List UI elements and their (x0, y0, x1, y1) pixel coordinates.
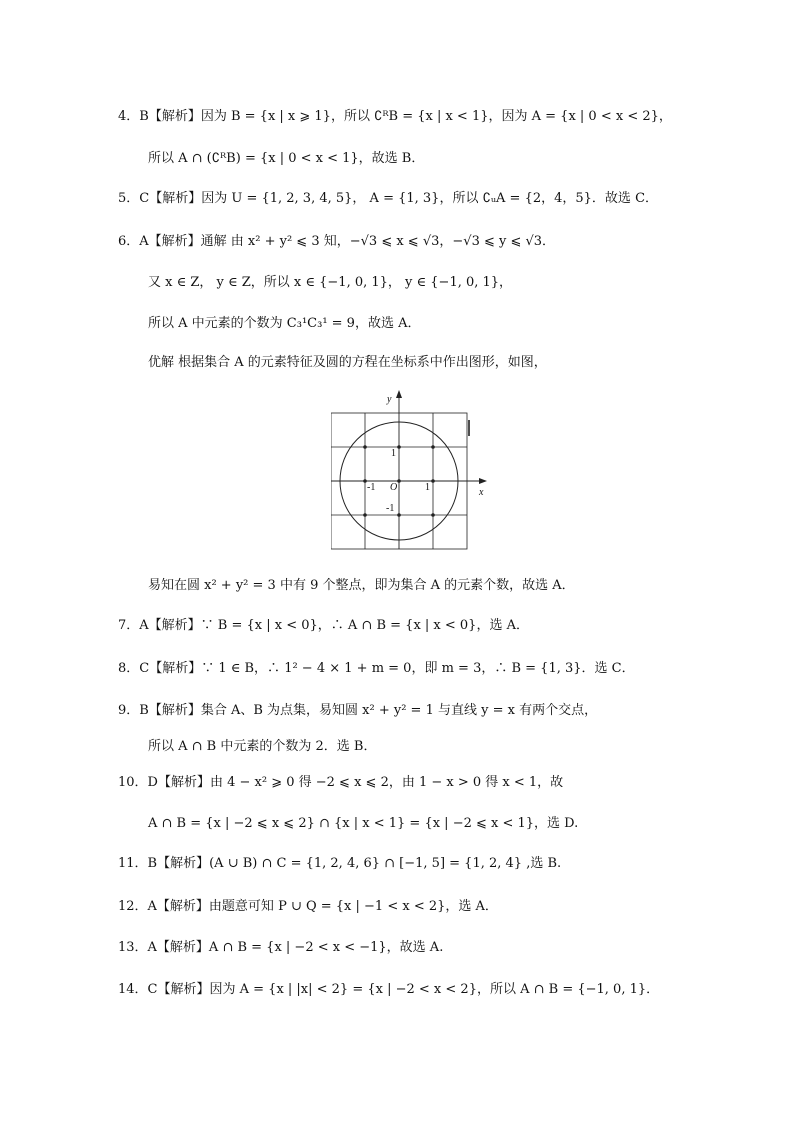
line-q6-alt-conclusion: 易知在圆 x² + y² = 3 中有 9 个整点，即为集合 A 的元素个数，故选 A． (148, 578, 575, 593)
lattice-point (397, 445, 401, 449)
line-q10: 10．D【解析】由 4 − x² ⩾ 0 得 −2 ⩽ x ⩽ 2，由 1 − x > 0 得 x < 1，故 (118, 775, 564, 790)
axis-y-label: y (387, 394, 392, 405)
y-axis-arrow (396, 390, 402, 398)
lattice-point (431, 479, 435, 483)
line-q7: 7．A【解析】∵ B = {x | x < 0}，∴ A ∩ B = {x | x < 0}，选 A． (118, 618, 529, 633)
x-axis-arrow (479, 478, 487, 484)
circle-lattice-figure (331, 388, 491, 558)
line-q6: 6．A【解析】通解 由 x² + y² ⩽ 3 知，−√3 ⩽ x ⩽ √3，−√3 ⩽ y ⩽ √3． (118, 234, 556, 249)
lattice-point (431, 445, 435, 449)
origin-label: O (390, 482, 398, 493)
tick-pos-x: 1 (425, 482, 430, 493)
lattice-point (363, 513, 367, 517)
line-q6-alt: 优解 根据集合 A 的元素特征及圆的方程在坐标系中作出图形，如图， (148, 355, 547, 370)
line-q4-cont: 所以 A ∩ (∁ᴿB) = {x | 0 < x < 1}，故选 B． (148, 151, 425, 166)
line-q4: 4．B【解析】因为 B = {x | x ⩾ 1}，所以 ∁ᴿB = {x | x < 1}，因为 A = {x | 0 < x < 2}， (118, 109, 672, 124)
line-q12: 12．A【解析】由题意可知 P ∪ Q = {x | −1 < x < 2}，选 A． (118, 899, 498, 914)
lattice-point (363, 445, 367, 449)
line-q10-cont: A ∩ B = {x | −2 ⩽ x ⩽ 2} ∩ {x | x < 1} = {x | −2 ⩽ x < 1}，选 D. (148, 816, 579, 831)
tick-pos-y: 1 (391, 448, 396, 459)
line-q9: 9．B【解析】集合 A、B 为点集，易知圆 x² + y² = 1 与直线 y = x 有两个交点， (118, 703, 598, 718)
lattice-point (397, 479, 401, 483)
line-q11: 11．B【解析】(A ∪ B) ∩ C = {1, 2, 4, 6} ∩ [−1, 5] = {1, 2, 4} ,选 B. (118, 856, 562, 871)
tick-neg-y: -1 (386, 503, 395, 514)
tick-neg-x: -1 (367, 482, 376, 493)
lattice-point (397, 513, 401, 517)
line-q9-cont: 所以 A ∩ B 中元素的个数为 2．选 B． (148, 739, 377, 754)
lattice-point (431, 513, 435, 517)
line-q6-cont1: 又 x ∈ Z， y ∈ Z，所以 x ∈ {−1, 0, 1}， y ∈ {−1, 0, 1}， (148, 275, 513, 290)
line-q6-cont2: 所以 A 中元素的个数为 C₃¹C₃¹ = 9，故选 A． (148, 316, 421, 331)
line-q8: 8．C【解析】∵ 1 ∈ B，∴ 1² − 4 × 1 + m = 0，即 m = 3，∴ B = {1, 3}．选 C． (118, 661, 635, 676)
line-q13: 13．A【解析】A ∩ B = {x | −2 < x < −1}，故选 A. (118, 940, 444, 955)
axis-x-label: x (479, 487, 484, 498)
line-q14: 14．C【解析】因为 A = {x | |x| < 2} = {x | −2 < x < 2}，所以 A ∩ B = {−1, 0, 1}． (118, 982, 660, 997)
line-q5: 5．C【解析】因为 U = {1, 2, 3, 4, 5}， A = {1, 3}，所以 ∁ᵤA = {2，4，5}．故选 C． (118, 191, 659, 206)
